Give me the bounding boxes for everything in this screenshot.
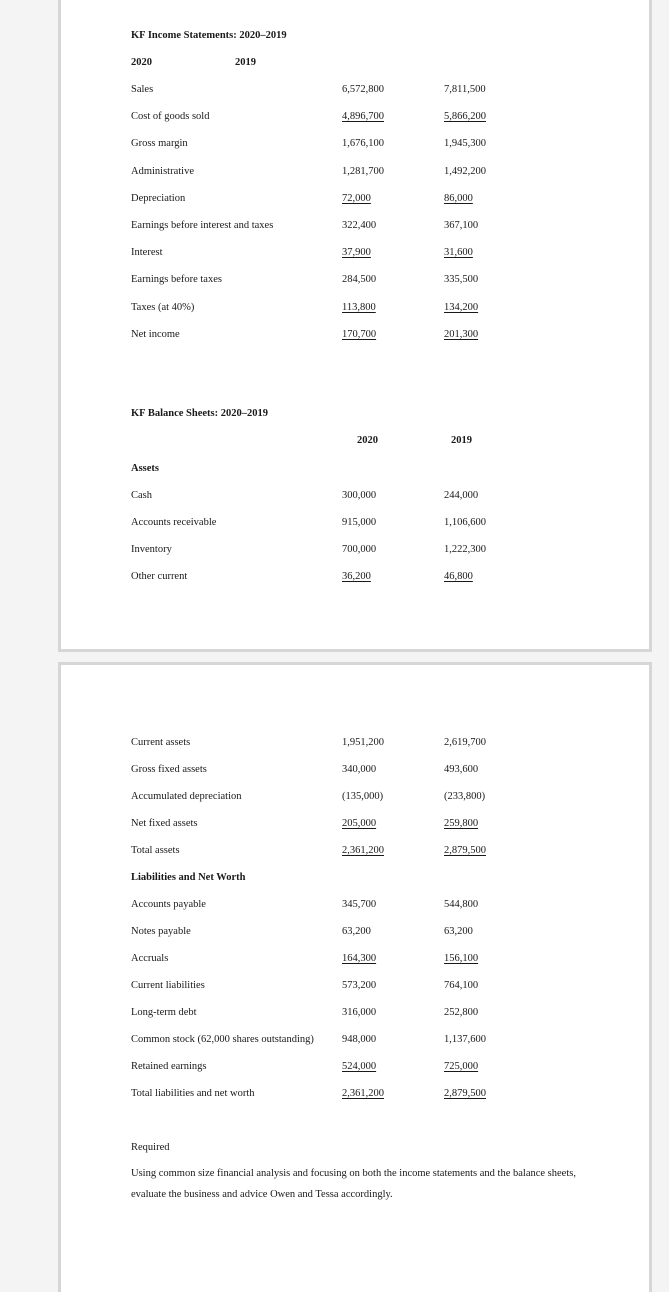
value-2019: 86,000 xyxy=(444,192,473,204)
document-page-2 xyxy=(58,662,652,1292)
value-2020: 316,000 xyxy=(342,1007,377,1018)
value-2019: 493,600 xyxy=(444,764,479,775)
balance-year-2020-header: 2020 xyxy=(357,435,378,446)
value-2019: 7,811,500 xyxy=(444,84,486,95)
assets-heading: Assets xyxy=(131,463,159,474)
row-label: Net income xyxy=(131,328,180,340)
row-label: Accounts receivable xyxy=(131,517,217,528)
row-label: Other current xyxy=(131,571,188,582)
value-2019: 2,879,500 xyxy=(444,1088,486,1099)
row-label: Net fixed assets xyxy=(131,818,198,829)
value-2020: 1,676,100 xyxy=(342,138,384,150)
value-2020: 6,572,800 xyxy=(342,84,384,95)
value-2019: 252,800 xyxy=(444,1007,479,1018)
value-2020: 284,500 xyxy=(342,274,377,286)
value-2019: 1,492,200 xyxy=(444,165,486,177)
value-2020: 113,800 xyxy=(342,301,376,313)
value-2019: 1,106,600 xyxy=(444,517,486,528)
income-year-2019-header: 2019 xyxy=(235,57,256,68)
value-2019: 367,100 xyxy=(444,220,479,231)
value-2020: 700,000 xyxy=(342,544,377,555)
value-2019: 134,200 xyxy=(444,301,479,313)
row-label: Notes payable xyxy=(131,926,191,937)
row-label: Total assets xyxy=(131,845,180,856)
row-label: Inventory xyxy=(131,544,172,555)
value-2019: 244,000 xyxy=(444,490,479,501)
row-label: Interest xyxy=(131,247,163,259)
value-2020: 573,200 xyxy=(342,980,377,991)
value-2020: 948,000 xyxy=(342,1034,377,1045)
value-2020: 37,900 xyxy=(342,247,371,259)
value-2020: 1,281,700 xyxy=(342,165,384,177)
value-2020: 170,700 xyxy=(342,328,377,340)
required-heading: Required xyxy=(131,1142,170,1153)
row-label: Retained earnings xyxy=(131,1061,207,1072)
row-label: Current liabilities xyxy=(131,980,205,991)
value-2020: 322,400 xyxy=(342,220,377,231)
row-label: Gross margin xyxy=(131,138,188,150)
value-2020: 72,000 xyxy=(342,192,371,204)
row-label: Depreciation xyxy=(131,192,186,204)
value-2020: 4,896,700 xyxy=(342,111,384,123)
row-label: Total liabilities and net worth xyxy=(131,1088,255,1099)
balance-sheet-title: KF Balance Sheets: 2020–2019 xyxy=(131,408,268,419)
value-2020: 63,200 xyxy=(342,926,371,937)
value-2019: 1,137,600 xyxy=(444,1034,486,1045)
row-label: Taxes (at 40%) xyxy=(131,301,195,313)
value-2019: 764,100 xyxy=(444,980,479,991)
value-2019: 1,222,300 xyxy=(444,544,486,555)
value-2020: 524,000 xyxy=(342,1061,377,1072)
value-2019: 259,800 xyxy=(444,818,479,829)
value-2019: 63,200 xyxy=(444,926,473,937)
value-2019: 5,866,200 xyxy=(444,111,486,123)
value-2020: 2,361,200 xyxy=(342,1088,384,1099)
row-label: Administrative xyxy=(131,165,194,177)
value-2020: 36,200 xyxy=(342,571,371,582)
value-2020: 345,700 xyxy=(342,899,377,910)
income-statement-title: KF Income Statements: 2020–2019 xyxy=(131,30,287,41)
value-2019: 2,879,500 xyxy=(444,845,486,856)
value-2019: 201,300 xyxy=(444,328,479,340)
value-2020: 205,000 xyxy=(342,818,377,829)
row-label: Accruals xyxy=(131,953,169,964)
row-label: Cash xyxy=(131,490,152,501)
row-label: Gross fixed assets xyxy=(131,764,207,775)
value-2020: 300,000 xyxy=(342,490,377,501)
value-2020: 915,000 xyxy=(342,517,377,528)
value-2019: 2,619,700 xyxy=(444,737,486,748)
value-2019: 335,500 xyxy=(444,274,479,286)
row-label: Sales xyxy=(131,84,154,95)
row-label: Current assets xyxy=(131,737,191,748)
value-2020: 340,000 xyxy=(342,764,377,775)
value-2019: 31,600 xyxy=(444,247,473,259)
liabilities-heading: Liabilities and Net Worth xyxy=(131,872,246,883)
value-2019: 725,000 xyxy=(444,1061,479,1072)
row-label: Cost of goods sold xyxy=(131,111,210,123)
row-label: Long-term debt xyxy=(131,1007,197,1018)
value-2019: 156,100 xyxy=(444,953,479,964)
value-2019: (233,800) xyxy=(444,791,486,802)
value-2020: 164,300 xyxy=(342,953,377,964)
income-year-2020-header: 2020 xyxy=(131,57,152,68)
required-text: Using common size financial analysis and focusing on both the income statements and the balance sheets, evaluate the business and advice Owen and Tessa accordingly. xyxy=(131,1168,576,1200)
document-page-1 xyxy=(58,0,652,652)
value-2019: 544,800 xyxy=(444,899,479,910)
balance-year-2019-header: 2019 xyxy=(451,435,472,446)
value-2019: 46,800 xyxy=(444,571,473,582)
value-2019: 1,945,300 xyxy=(444,138,486,150)
row-label: Common stock (62,000 shares outstanding) xyxy=(131,1034,314,1045)
value-2020: (135,000) xyxy=(342,791,384,802)
row-label: Accounts payable xyxy=(131,899,206,910)
value-2020: 2,361,200 xyxy=(342,845,384,856)
row-label: Accumulated depreciation xyxy=(131,791,242,802)
row-label: Earnings before taxes xyxy=(131,274,222,286)
row-label: Earnings before interest and taxes xyxy=(131,220,274,231)
value-2020: 1,951,200 xyxy=(342,737,384,748)
